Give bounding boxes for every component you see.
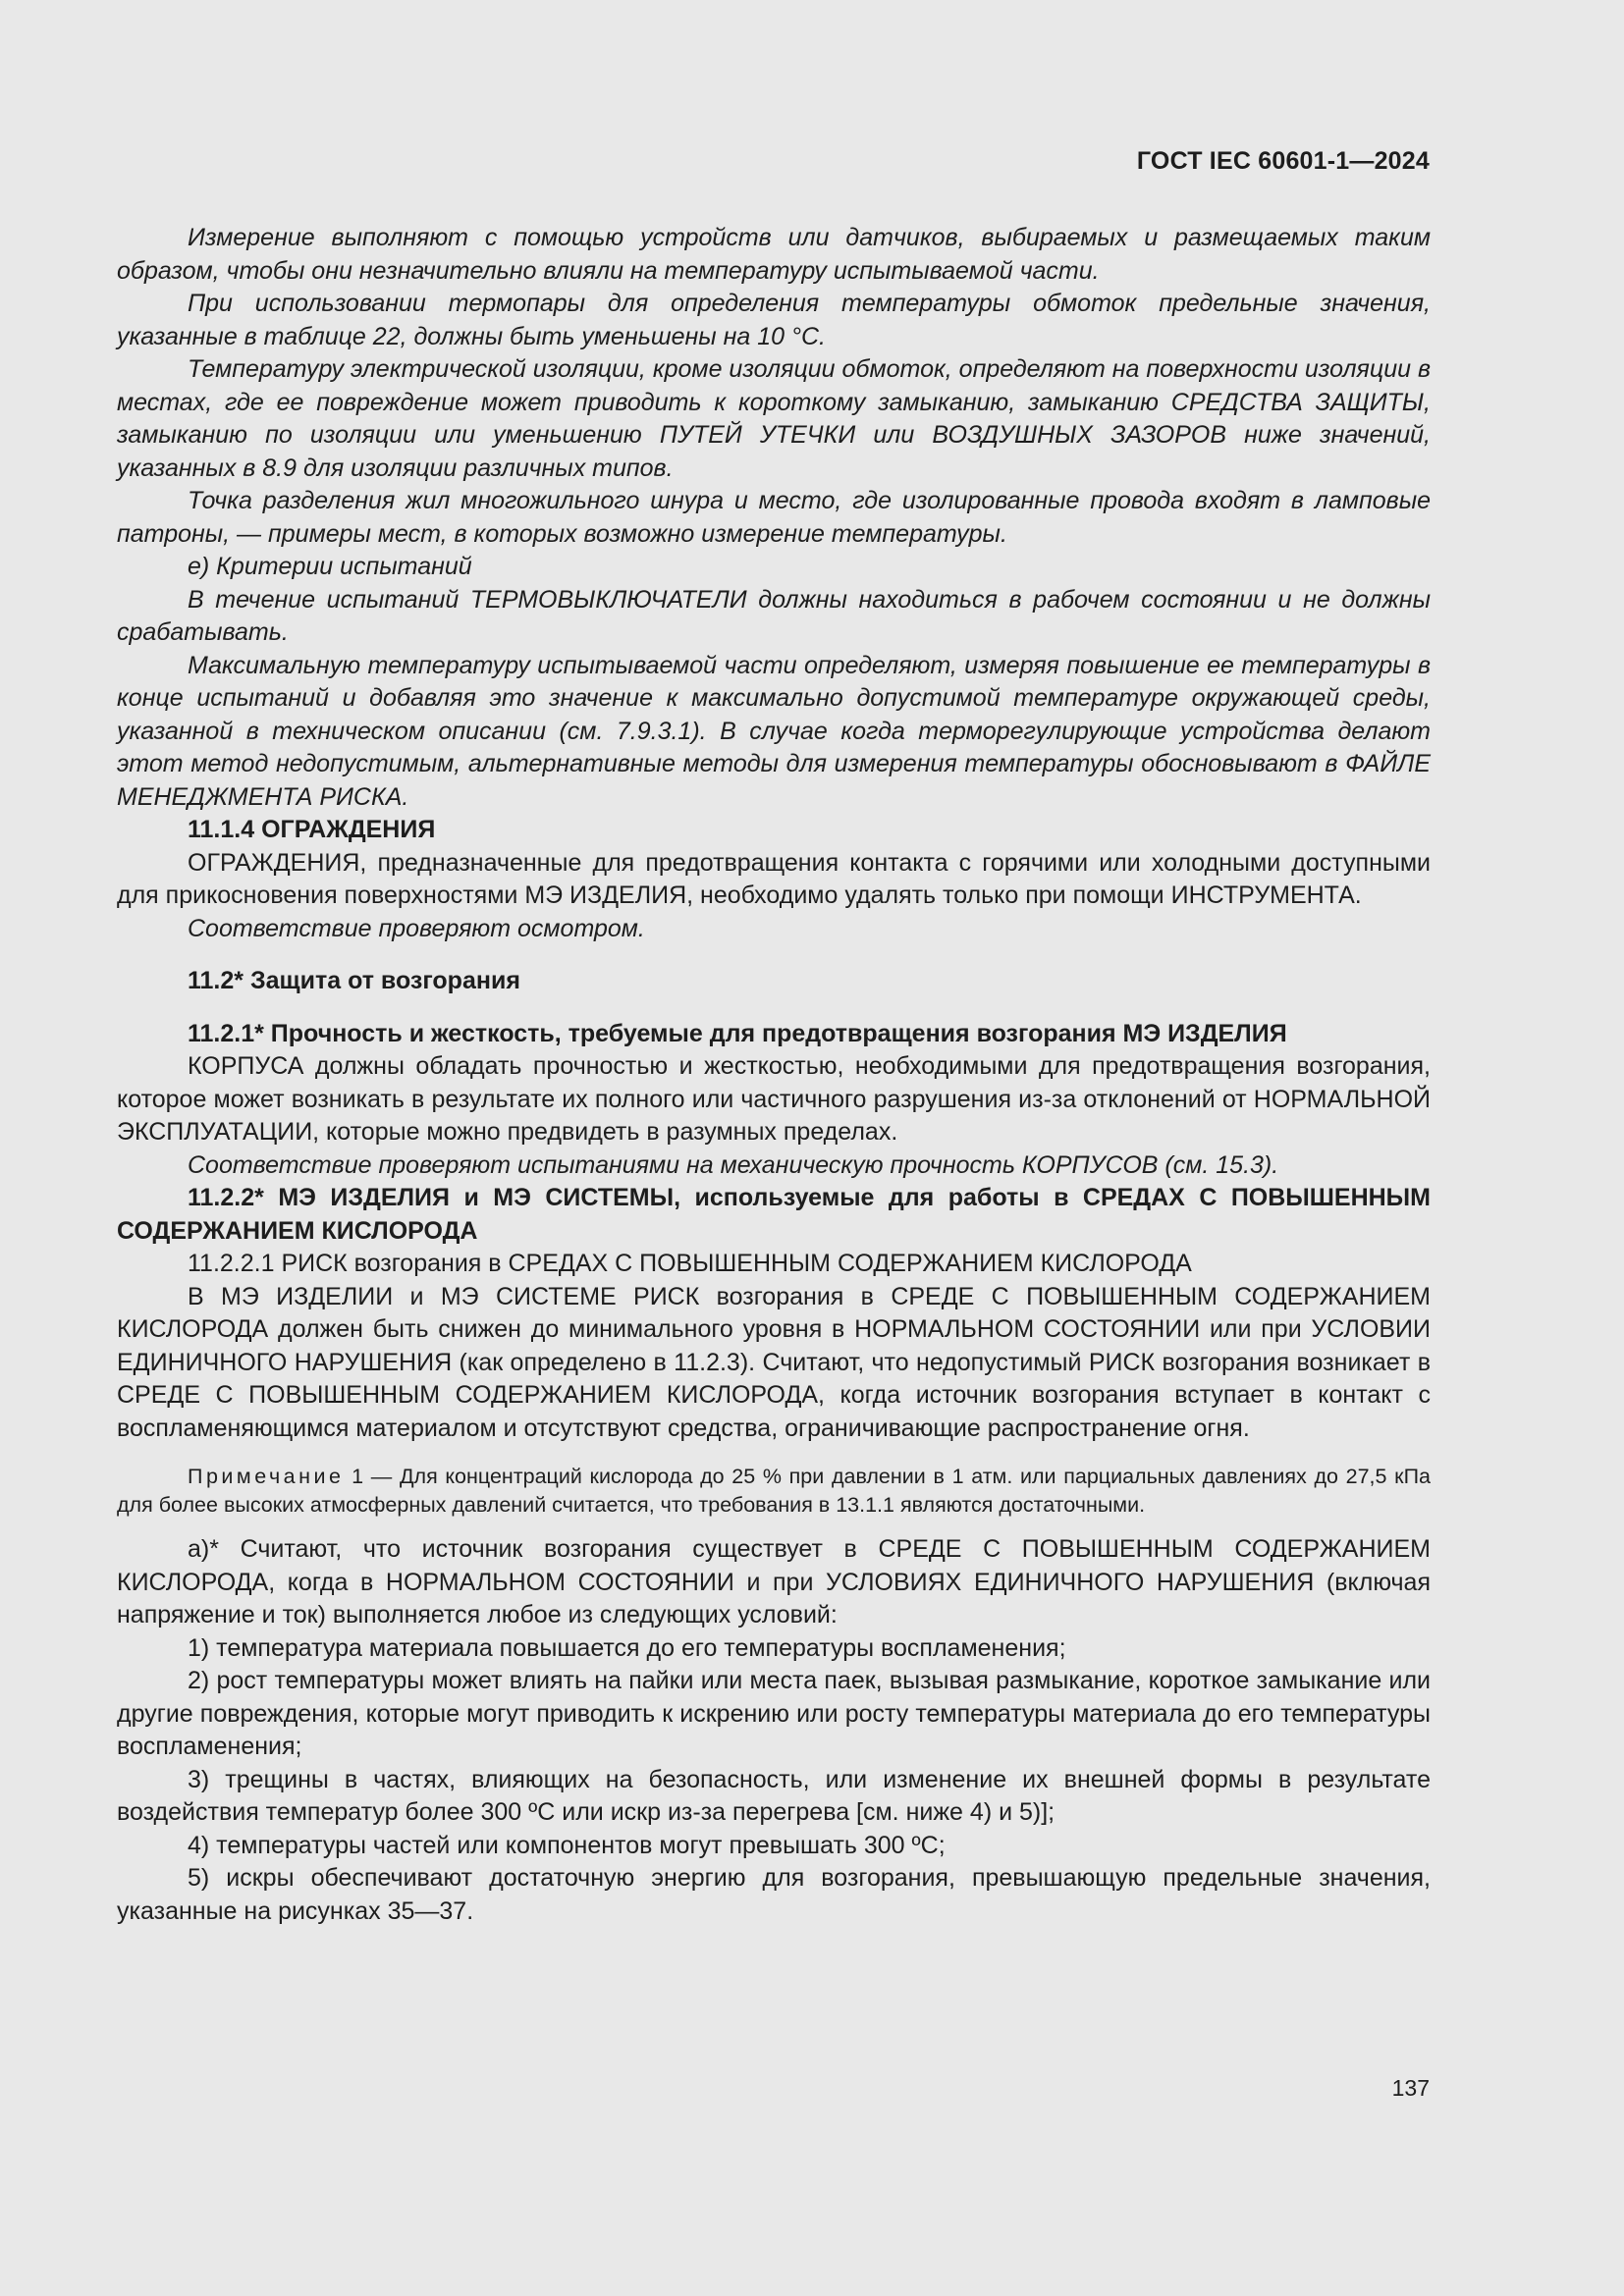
- paragraph: ОГРАЖДЕНИЯ, предназначенные для предотвращения контакта с горячими или холодными доступными для прикосновения поверхностями МЭ ИЗДЕЛИЯ, необходимо удалять только при помощи ИНСТРУМЕНТА.: [117, 848, 1431, 909]
- paragraph: КОРПУСА должны обладать прочностью и жесткостью, необходимыми для предотвращения возгорания, которое может возникать в результате их полного или частичного разрушения из-за отклонений от НОРМАЛЬНОЙ ЭКСПЛУАТАЦИИ, которые можно предвидеть в разумных пределах.: [117, 1052, 1431, 1146]
- paragraph: 3) трещины в частях, влияющих на безопасность, или изменение их внешней формы в результате воздействия температур более 300 ºС или искр из-за перегрева [см. ниже 4) и 5)];: [117, 1765, 1431, 1826]
- paragraph: При использовании термопары для определения температуры обмоток предельные значения, указанные в таблице 22, должны быть уменьшены на 10 °С.: [117, 290, 1431, 350]
- paragraph: Измерение выполняют с помощью устройств или датчиков, выбираемых и размещаемых таким образом, чтобы они незначительно влияли на температуру испытываемой части.: [117, 224, 1431, 285]
- paragraph: e) Критерии испытаний: [188, 553, 472, 580]
- paragraph: 1) температура материала повышается до его температуры воспламенения;: [188, 1633, 1066, 1662]
- paragraph: Температуру электрической изоляции, кроме изоляции обмоток, определяют на поверхности изоляции в местах, где ее повреждение может приводить к короткому замыканию, замыканию СРЕДСТВА ЗАЩИТЫ, замыканию по изоляции или уменьшению ПУТЕЙ УТЕЧКИ или ВОЗДУШНЫХ ЗАЗОРОВ ниже значений, указанных в 8.9 для изоляции различных типов.: [117, 355, 1432, 482]
- paragraph: 11.2* Защита от возгорания: [188, 967, 520, 994]
- paragraph: В течение испытаний ТЕРМОВЫКЛЮЧАТЕЛИ должны находиться в рабочем состоянии и не должны срабатывать.: [117, 585, 1431, 646]
- paragraph: 11.2.1* Прочность и жесткость, требуемые для предотвращения возгорания МЭ ИЗДЕЛИЯ: [188, 1019, 1287, 1047]
- paragraph: Соответствие проверяют осмотром.: [188, 914, 645, 942]
- paragraph: Точка разделения жил многожильного шнура и место, где изолированные провода входят в ламповые патроны, — примеры мест, в которых возможно измерение температуры.: [117, 487, 1431, 548]
- paragraph: Максимальную температуру испытываемой части определяют, измеряя повышение ее температуры в конце испытаний и добавляя это значение к максимально допустимой температуре окружающей среды, указанной в техническом описании (см. 7.9.3.1). В случае когда терморегулирующие устройства делают этот метод недопустимым, альтернативные методы для измерения температуры обосновывают в ФАЙЛЕ МЕНЕДЖМЕНТА РИСКА.: [117, 651, 1431, 811]
- paragraph: 2) рост температуры может влиять на пайки или места паек, вызывая размыкание, короткое замыкание или другие повреждения, которые могут приводить к искрению или росту температуры материала до его температуры воспламенения;: [117, 1667, 1431, 1760]
- standard-header: ГОСТ IEC 60601-1—2024: [1136, 147, 1430, 175]
- paragraph: а)* Считают, что источник возгорания существует в СРЕДЕ С ПОВЫШЕННЫМ СОДЕРЖАНИЕМ КИСЛОРОДА, когда в НОРМАЛЬНОМ СОСТОЯНИИ и при УСЛОВИЯХ ЕДИНИЧНОГО НАРУШЕНИЯ (включая напряжение и ток) выполняется любое из следующих условий:: [117, 1535, 1431, 1629]
- paragraph: 4) температуры частей или компонентов могут превышать 300 ºС;: [188, 1831, 946, 1859]
- note-paragraph: [117, 1463, 1431, 1520]
- page-number: 137: [1391, 2075, 1430, 2101]
- paragraph: 11.1.4 ОГРАЖДЕНИЯ: [188, 816, 436, 843]
- paragraph: В МЭ ИЗДЕЛИИ и МЭ СИСТЕМЕ РИСК возгорания в СРЕДЕ С ПОВЫШЕННЫМ СОДЕРЖАНИЕМ КИСЛОРОДА должен быть снижен до минимального уровня в НОРМАЛЬНОМ СОСТОЯНИИ или при УСЛОВИИ ЕДИНИЧНОГО НАРУШЕНИЯ (как определено в 11.2.3). Считают, что недопустимый РИСК возгорания возникает в СРЕДЕ С ПОВЫШЕННЫМ СОДЕРЖАНИЕМ КИСЛОРОДА, когда источник возгорания вступает в контакт с воспламеняющимся материалом и отсутствуют средства, ограничивающие распространение огня.: [117, 1282, 1431, 1442]
- paragraph: 11.2.2* МЭ ИЗДЕЛИЯ и МЭ СИСТЕМЫ, используемые для работы в СРЕДАХ С ПОВЫШЕННЫМ СОДЕРЖАНИЕМ КИСЛОРОДА: [117, 1184, 1431, 1245]
- paragraph: 5) искры обеспечивают достаточную энергию для возгорания, превышающую предельные значения, указанные на рисунках 35—37.: [117, 1864, 1431, 1925]
- paragraphs-after-note: [117, 1533, 1431, 1928]
- note-text: 1 — Для концентраций кислорода до 25 % при давлении в 1 атм. или парциальных давлениях до 27,5 кПа для более высоких атмосферных давлений считается, что требования в 13.1.1 являются достаточными.: [117, 1465, 1431, 1517]
- paragraph: 11.2.2.1 РИСК возгорания в СРЕДАХ С ПОВЫШЕННЫМ СОДЕРЖАНИЕМ КИСЛОРОДА: [188, 1250, 1192, 1277]
- document-body: [117, 222, 1431, 1928]
- paragraph: Соответствие проверяют испытаниями на механическую прочность КОРПУСОВ (см. 15.3).: [188, 1150, 1279, 1179]
- note-label: Примечание: [188, 1465, 345, 1488]
- paragraphs-before-note: [117, 222, 1431, 1445]
